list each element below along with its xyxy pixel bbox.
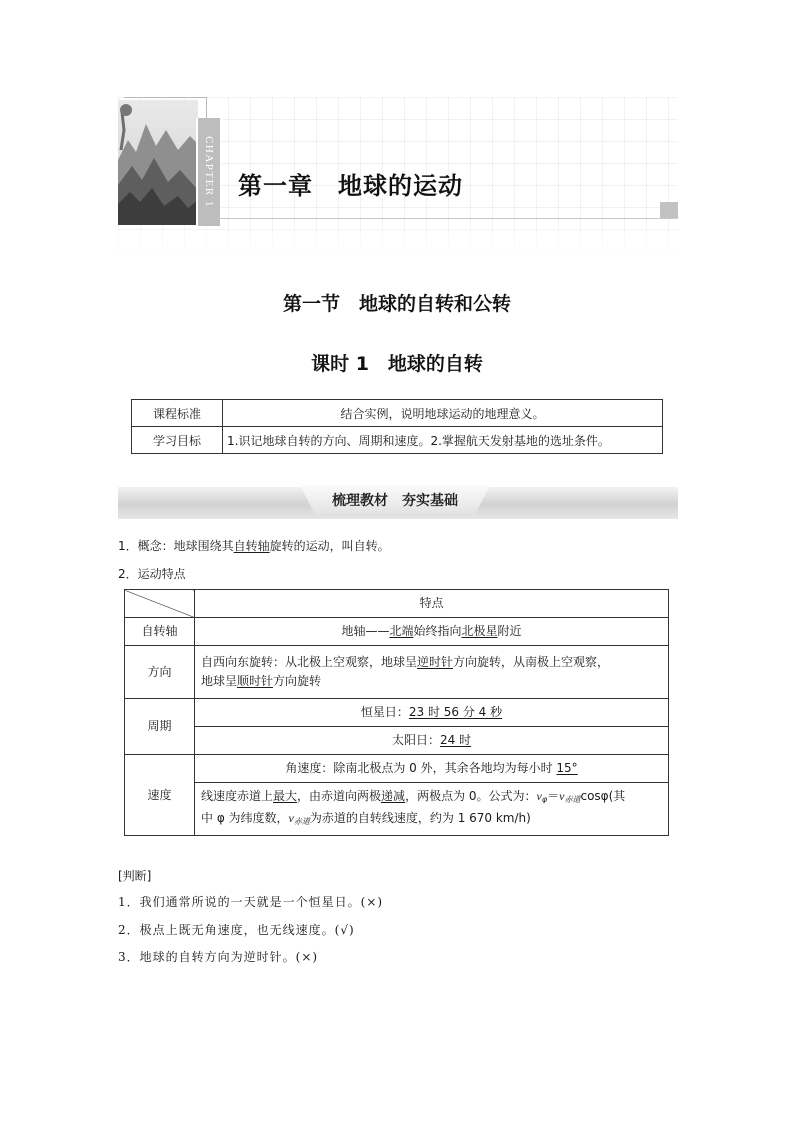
linear-max: 最大 — [273, 789, 298, 803]
table-row — [125, 727, 669, 755]
axis-text: 附近 — [497, 624, 522, 638]
objectives-key: 学习目标 — [132, 427, 223, 454]
direction-text: 方向旋转 — [273, 674, 322, 688]
row-key-period: 周期 — [125, 699, 195, 755]
sidereal-day-cell — [195, 699, 669, 727]
axis-text: 始终指向 — [413, 624, 462, 638]
axis-polaris: 北极星 — [461, 624, 498, 638]
formula-sub-phi: φ — [541, 795, 548, 804]
concept-suffix: 旋转的运动，叫自转。 — [269, 539, 390, 553]
linear-text: 线速度赤道上 — [201, 789, 274, 803]
formula-sub-equator: 赤道 — [564, 795, 581, 804]
table-row — [125, 646, 669, 699]
banner-underline — [218, 218, 678, 219]
formula-v: v — [559, 789, 565, 803]
table-row — [132, 427, 663, 454]
formula-eq: ＝ — [547, 789, 560, 803]
direction-text: 自西向东旋转：从北极上空观察，地球呈 — [201, 655, 418, 669]
direction-clockwise: 顺时针 — [237, 674, 274, 688]
standards-value: 结合实例，说明地球运动的地理意义。 — [223, 400, 663, 427]
chapter-label: CHAPTER 1 — [203, 136, 215, 208]
angular-text: 角速度：除南北极点为 0 外，其余各地均为每小时 — [285, 761, 557, 775]
chapter-title: 第一章 地球的运动 — [238, 172, 463, 200]
row-key-axis: 自转轴 — [125, 618, 195, 646]
formula-v: v — [288, 811, 294, 825]
standards-key: 课程标准 — [132, 400, 223, 427]
column-header: 特点 — [195, 590, 669, 618]
table-row — [125, 618, 669, 646]
concept-term: 自转轴 — [233, 539, 270, 553]
sidereal-value: 23 时 56 分 4 秒 — [408, 705, 503, 719]
angular-value: 15° — [556, 761, 578, 775]
linear-text: 为赤道的自转线速度，约为 1 670 km/h) — [309, 811, 531, 825]
linear-text: ，两极点为 0。公式为： — [405, 789, 537, 803]
direction-cell — [195, 646, 669, 699]
objectives-value: 1.识记地球自转的方向、周期和速度。2.掌握航天发射基地的选址条件。 — [223, 427, 663, 454]
direction-text: 方向旋转，从南极上空观察， — [453, 655, 610, 669]
lesson-title: 课时 1 地球的自转 — [311, 353, 483, 375]
table-row — [132, 400, 663, 427]
table-row — [125, 590, 669, 618]
row-key-speed: 速度 — [125, 755, 195, 836]
solar-label: 太阳日： — [391, 733, 440, 747]
linear-decrease: 递减 — [381, 789, 406, 803]
chapter-strip — [196, 118, 220, 226]
row-key-direction: 方向 — [125, 646, 195, 699]
motion-heading: 2．运动特点 — [118, 567, 186, 581]
formula-cos: cosφ(其 — [580, 789, 626, 803]
table-row — [125, 699, 669, 727]
concept-prefix: 1．概念：地球围绕其 — [118, 539, 234, 553]
feature-table — [124, 589, 669, 836]
banner-corner-block — [660, 202, 678, 218]
linear-speed-cell — [195, 783, 669, 836]
axis-cell — [195, 618, 669, 646]
linear-text: 中 φ 为纬度数， — [201, 811, 289, 825]
formula-v: v — [536, 789, 542, 803]
judge-item: 2．极点上既无角速度，也无线速度。(√) — [118, 923, 355, 937]
judge-item: 1．我们通常所说的一天就是一个恒星日。(×) — [118, 895, 384, 909]
mountain-illustration — [118, 100, 198, 225]
table-row — [125, 755, 669, 783]
axis-text: 地轴—— — [341, 624, 390, 638]
direction-counterclockwise: 逆时针 — [417, 655, 454, 669]
standards-table — [131, 399, 663, 454]
direction-text: 地球呈 — [201, 674, 238, 688]
angular-speed-cell — [195, 755, 669, 783]
concept-line — [118, 537, 390, 554]
table-row — [125, 783, 669, 836]
ribbon-title: 梳理教材 夯实基础 — [332, 493, 458, 509]
corner-cell — [125, 590, 195, 618]
judge-heading: [判断] — [118, 869, 152, 883]
axis-north-end: 北端 — [389, 624, 414, 638]
linear-text: ，由赤道向两极 — [297, 789, 382, 803]
judge-item: 3．地球的自转方向为逆时针。(×) — [118, 950, 319, 964]
sidereal-label: 恒星日： — [360, 705, 409, 719]
solar-day-cell — [195, 727, 669, 755]
formula-sub-equator: 赤道 — [293, 817, 310, 826]
solar-value: 24 时 — [439, 733, 472, 747]
section-title: 第一节 地球的自转和公转 — [282, 293, 511, 315]
